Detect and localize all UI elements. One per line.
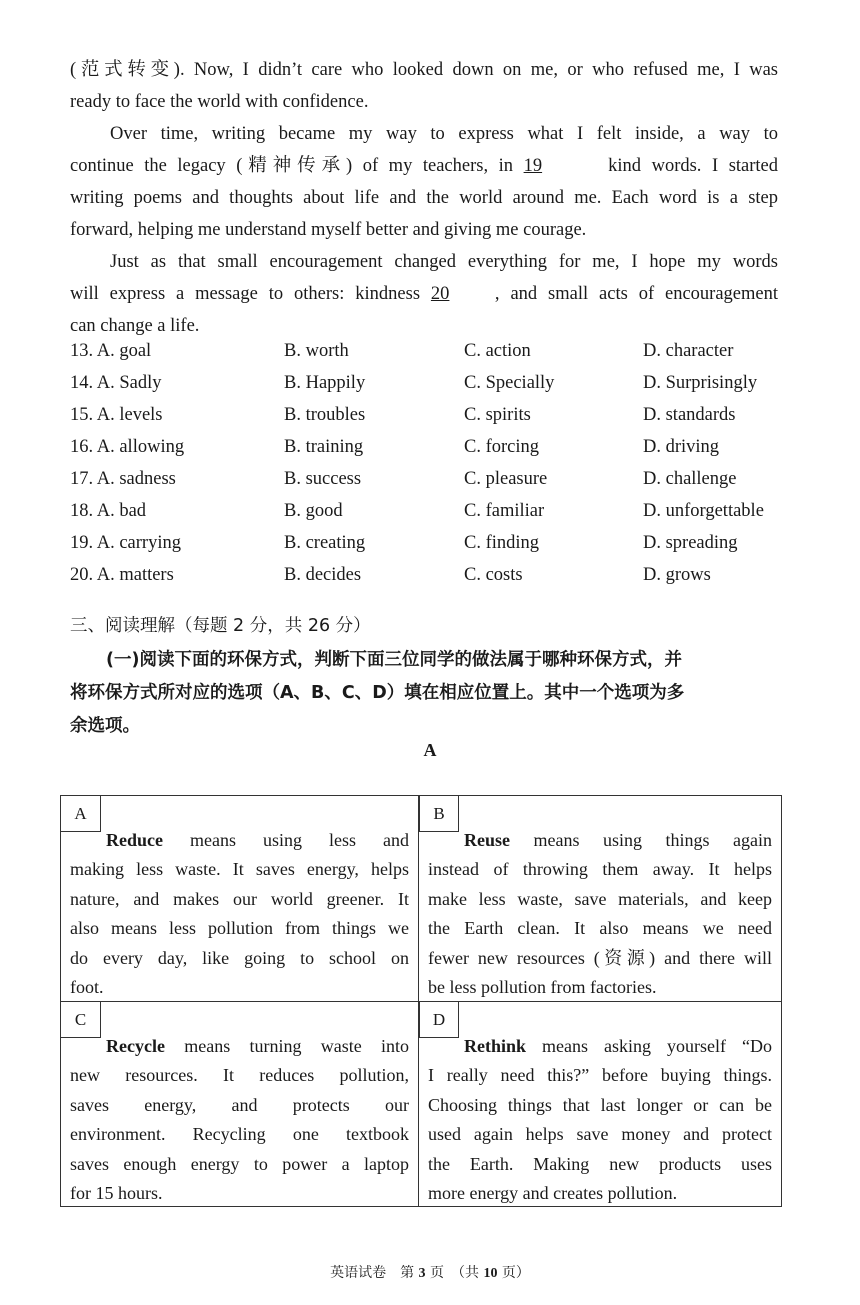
text-line: for 15 hours. [70,1182,163,1203]
option-row-17 [70,469,790,501]
option: B. success [284,469,362,489]
option-row-14 [70,373,790,405]
option: 18. A. bad [70,501,147,521]
table-cell-a [61,796,419,1002]
blank-20: 20 [430,284,450,304]
option-row-13 [70,341,790,373]
section-instruction [70,644,780,743]
option: C. Specially [464,373,555,393]
instruction-line: (一)阅读下面的环保方式，判断下面三位同学的做法属于哪种环保方式，并 [106,650,682,670]
text-line: I really need this?” before buying things. [428,1065,772,1086]
option: 19. A. carrying [70,533,181,553]
option: D. driving [643,437,720,457]
total-pages: 10 [483,1266,498,1281]
option: D. Surprisingly [643,373,758,393]
option: C. costs [464,565,523,585]
text-line: also means less pollution from things we [70,918,409,939]
option: C. action [464,341,531,361]
text-line: can change a life. [70,316,200,336]
cell-text [70,826,409,1002]
text-line: nature, and makes our world greener. It [70,888,409,909]
text-line: make less waste, save materials, and keep [428,888,772,909]
keyword: Reuse [464,830,510,850]
passage-label: A [423,740,437,760]
option: B. Happily [284,373,366,393]
text-fragment: means asking yourself “Do [526,1036,772,1056]
option: 16. A. allowing [70,437,185,457]
text-line: writing poems and thoughts about life and the world around me. Each word is a step [70,188,778,208]
option: C. forcing [464,437,540,457]
option-row-16 [70,437,790,469]
option: B. decides [284,565,362,585]
cell-text [428,1032,772,1208]
text-fragment: , and small acts of encouragement [494,284,778,304]
table-cell-d [419,1002,781,1206]
text-line: instead of throwing them away. It helps [428,859,772,880]
keyword: Recycle [106,1036,165,1056]
option: B. training [284,437,364,457]
text-line: (范式转变). Now, I didn’t care who looked down on me, or who refused me, I was [70,60,778,80]
text-line: saves energy, and protects our [70,1094,409,1115]
text-line: do every day, like going to school on [70,947,409,968]
text-line [70,150,778,182]
option-row-19 [70,533,790,565]
option: B. troubles [284,405,366,425]
cell-tag: A [61,796,101,832]
text-line: foot. [70,976,104,997]
option: C. spirits [464,405,531,425]
text-line [70,1032,409,1061]
blank-19: 19 [523,156,543,176]
option: 13. A. goal [70,341,152,361]
text-line: Just as that small encouragement changed everything for me, I hope my words [110,252,778,272]
option: C. familiar [464,501,545,521]
text-line: environment. Recycling one textbook [70,1124,409,1145]
cell-tag: B [419,796,459,832]
option: B. good [284,501,343,521]
option: D. unforgettable [643,501,764,521]
option: B. creating [284,533,366,553]
text-line: forward, helping me understand myself better and giving me courage. [70,220,587,240]
option: 15. A. levels [70,405,163,425]
eco-methods-table [60,795,782,1207]
passage-paragraph-3 [70,246,778,342]
option: D. standards [643,405,736,425]
cell-tag: D [419,1002,459,1038]
keyword: Rethink [464,1036,527,1056]
text-line: the Earth clean. It also means we need [428,918,772,939]
answer-options [70,341,790,597]
table-cell-c [61,1002,419,1206]
table-cell-b [419,796,781,1002]
text-line [428,1032,772,1061]
option: 20. A. matters [70,565,174,585]
text-fragment: means using less and [163,830,409,850]
cell-text [70,1032,409,1208]
page-footer [0,1262,860,1282]
text-line: used again helps save money and protect [428,1124,772,1145]
text-line: making less waste. It saves energy, helps [70,859,409,880]
text-line: Choosing things that last longer or can be [428,1094,772,1115]
text-line: new resources. It reduces pollution, [70,1065,409,1086]
keyword: Reduce [106,830,163,850]
text-line: fewer new resources (资源) and there will [428,947,772,968]
option: 14. A. Sadly [70,373,162,393]
instruction-line: 余选项。 [70,716,140,736]
passage-paragraph-1 [70,54,778,118]
text-line: be less pollution from factories. [428,976,657,997]
footer-text: 页 （共 [425,1265,484,1281]
footer-text: 页） [497,1265,530,1281]
option-row-18 [70,501,790,533]
option: B. worth [284,341,349,361]
cell-tag: C [61,1002,101,1038]
passage-paragraph-2 [70,118,778,246]
cell-text [428,826,772,1002]
option-row-20 [70,565,790,597]
option: D. character [643,341,734,361]
option: C. finding [464,533,540,553]
text-line: saves enough energy to power a laptop [70,1153,409,1174]
instruction-line: 将环保方式所对应的选项（A、B、C、D）填在相应位置上。其中一个选项为多 [70,683,685,703]
option: 17. A. sadness [70,469,176,489]
page-number: 3 [418,1266,426,1281]
text-line: more energy and creates pollution. [428,1182,678,1203]
text-fragment: will express a message to others: kindness [70,284,431,304]
footer-text: 英语试卷 第 [330,1265,419,1281]
text-line: Over time, writing became my way to express what I felt inside, a way to [110,124,778,144]
text-line [70,826,409,855]
section-heading: 三、阅读理解（每题 2 分，共 26 分） [70,616,371,636]
option: C. pleasure [464,469,548,489]
text-line: ready to face the world with confidence. [70,92,369,112]
option: D. grows [643,565,711,585]
text-line [70,278,778,310]
text-fragment: means using things again [510,830,772,850]
option: D. challenge [643,469,737,489]
text-line: the Earth. Making new products uses [428,1153,772,1174]
option-row-15 [70,405,790,437]
text-fragment: kind words. I started [597,156,779,176]
text-fragment: means turning waste into [164,1036,409,1056]
text-line [428,826,772,855]
text-fragment: continue the legacy (精神传承) of my teachers, in [70,156,524,176]
option: D. spreading [643,533,738,553]
